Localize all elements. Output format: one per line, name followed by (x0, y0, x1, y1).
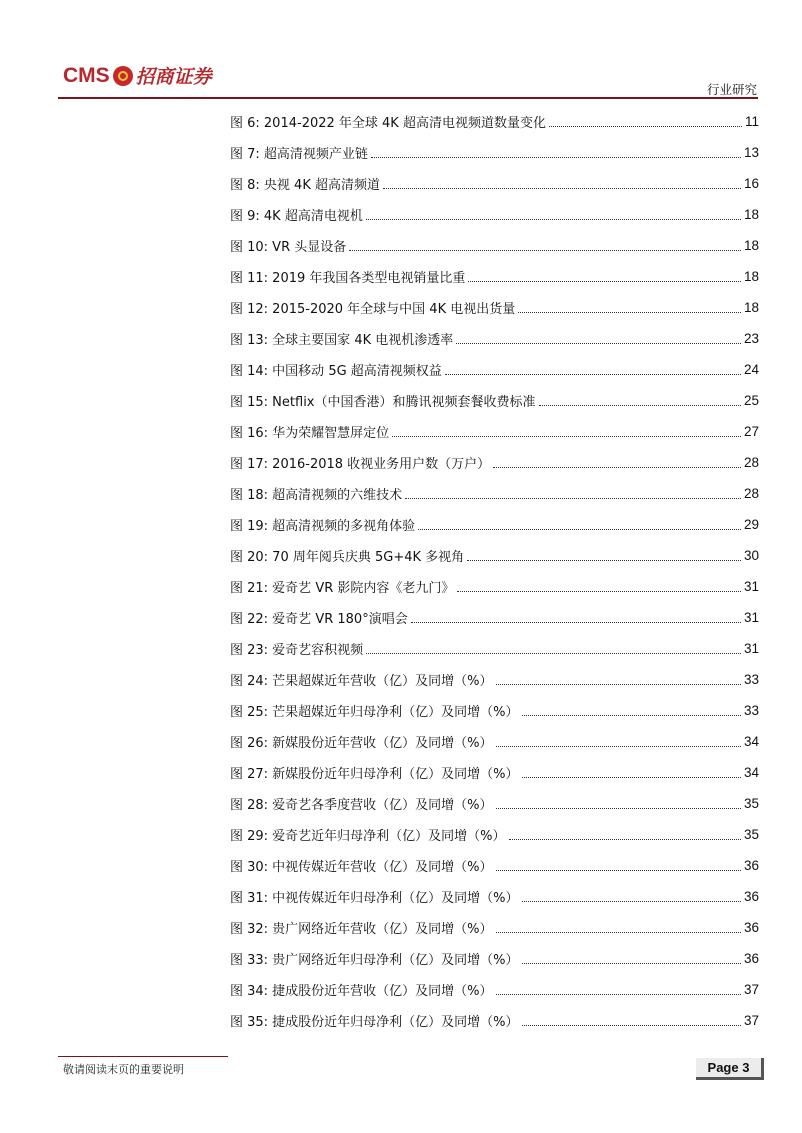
toc-entry-label: 图 30: 中视传媒近年营收（亿）及同增（%） (230, 860, 493, 875)
logo-cms-text: CMS (63, 63, 110, 87)
toc-entry[interactable] (230, 881, 759, 912)
toc-entry-label: 图 12: 2015-2020 年全球与中国 4K 电视出货量 (230, 302, 516, 317)
toc-entry-label: 图 33: 贵广网络近年归母净利（亿）及同增（%） (230, 953, 519, 968)
toc-entry[interactable] (230, 168, 759, 199)
toc-entry-label: 图 11: 2019 年我国各类型电视销量比重 (230, 271, 466, 286)
toc-entry-page-number: 34 (743, 734, 759, 749)
toc-entry-label: 图 32: 贵广网络近年营收（亿）及同增（%） (230, 922, 493, 937)
toc-entry-label: 图 23: 爱奇艺容积视频 (230, 643, 364, 658)
toc-entry[interactable] (230, 1005, 759, 1036)
toc-dot-leader (522, 1025, 741, 1026)
toc-dot-leader (371, 157, 741, 158)
toc-entry-label: 图 29: 爱奇艺近年归母净利（亿）及同增（%） (230, 829, 506, 844)
toc-dot-leader (405, 498, 741, 499)
toc-entry[interactable] (230, 695, 759, 726)
page-header (0, 0, 802, 100)
toc-entry-label: 图 19: 超高清视频的多视角体验 (230, 519, 416, 534)
toc-entry[interactable] (230, 447, 759, 478)
toc-dot-leader (392, 436, 741, 437)
toc-entry-page-number: 29 (743, 517, 759, 532)
toc-dot-leader (467, 560, 741, 561)
figure-table-of-contents (230, 106, 759, 1036)
toc-dot-leader (445, 374, 741, 375)
toc-dot-leader (539, 405, 741, 406)
toc-entry-label: 图 28: 爱奇艺各季度营收（亿）及同增（%） (230, 798, 493, 813)
toc-entry[interactable] (230, 137, 759, 168)
toc-entry[interactable] (230, 106, 759, 137)
toc-entry-page-number: 28 (743, 486, 759, 501)
logo-emblem-icon (113, 66, 133, 86)
toc-entry-label: 图 16: 华为荣耀智慧屏定位 (230, 426, 390, 441)
toc-entry-label: 图 6: 2014-2022 年全球 4K 超高清电视频道数量变化 (230, 116, 546, 131)
toc-entry-page-number: 18 (743, 238, 759, 253)
toc-entry-page-number: 36 (743, 951, 759, 966)
toc-entry-page-number: 27 (743, 424, 759, 439)
toc-dot-leader (522, 777, 741, 778)
header-divider (58, 97, 758, 99)
toc-entry-page-number: 18 (743, 207, 759, 222)
toc-entry[interactable] (230, 509, 759, 540)
toc-entry-label: 图 22: 爱奇艺 VR 180°演唱会 (230, 612, 408, 627)
toc-entry[interactable] (230, 602, 759, 633)
footer-divider (58, 1056, 228, 1057)
toc-entry[interactable] (230, 416, 759, 447)
toc-entry[interactable] (230, 633, 759, 664)
toc-entry-page-number: 37 (743, 1013, 759, 1028)
toc-entry-page-number: 37 (743, 982, 759, 997)
footer-disclaimer-note: 敬请阅读末页的重要说明 (63, 1063, 184, 1076)
toc-entry-label: 图 20: 70 周年阅兵庆典 5G+4K 多视角 (230, 550, 465, 565)
toc-entry[interactable] (230, 230, 759, 261)
toc-entry-page-number: 34 (743, 765, 759, 780)
toc-dot-leader (468, 281, 741, 282)
toc-entry-page-number: 24 (743, 362, 759, 377)
toc-entry[interactable] (230, 943, 759, 974)
toc-entry-label: 图 10: VR 头显设备 (230, 240, 347, 255)
toc-dot-leader (493, 467, 741, 468)
toc-entry-label: 图 26: 新媒股份近年营收（亿）及同增（%） (230, 736, 493, 751)
toc-dot-leader (522, 901, 741, 902)
toc-entry[interactable] (230, 819, 759, 850)
toc-dot-leader (457, 591, 741, 592)
toc-entry-label: 图 18: 超高清视频的六维技术 (230, 488, 403, 503)
toc-entry-page-number: 13 (743, 145, 759, 160)
toc-entry-page-number: 18 (743, 269, 759, 284)
toc-entry[interactable] (230, 850, 759, 881)
toc-entry[interactable] (230, 757, 759, 788)
toc-entry[interactable] (230, 478, 759, 509)
toc-dot-leader (518, 312, 741, 313)
toc-dot-leader (418, 529, 741, 530)
toc-entry[interactable] (230, 261, 759, 292)
toc-entry-label: 图 15: Netflix（中国香港）和腾讯视频套餐收费标准 (230, 395, 536, 410)
toc-entry-page-number: 25 (743, 393, 759, 408)
toc-entry-page-number: 33 (743, 703, 759, 718)
toc-dot-leader (496, 870, 741, 871)
toc-entry-page-number: 36 (743, 920, 759, 935)
toc-dot-leader (522, 963, 741, 964)
toc-entry-label: 图 14: 中国移动 5G 超高清视频权益 (230, 364, 442, 379)
toc-dot-leader (411, 622, 741, 623)
toc-entry-label: 图 21: 爱奇艺 VR 影院内容《老九门》 (230, 581, 455, 596)
toc-entry-label: 图 13: 全球主要国家 4K 电视机渗透率 (230, 333, 454, 348)
toc-entry-label: 图 27: 新媒股份近年归母净利（亿）及同增（%） (230, 767, 519, 782)
toc-entry-page-number: 36 (743, 889, 759, 904)
toc-entry-page-number: 31 (743, 641, 759, 656)
toc-dot-leader (366, 653, 741, 654)
toc-entry-label: 图 34: 捷成股份近年营收（亿）及同增（%） (230, 984, 493, 999)
toc-entry[interactable] (230, 974, 759, 1005)
toc-entry-page-number: 35 (743, 796, 759, 811)
toc-entry[interactable] (230, 571, 759, 602)
toc-entry[interactable] (230, 385, 759, 416)
toc-entry-page-number: 31 (743, 579, 759, 594)
logo-company-name: 招商证券 (135, 66, 212, 88)
toc-dot-leader (366, 219, 741, 220)
toc-entry-page-number: 11 (744, 114, 759, 129)
toc-entry-label: 图 17: 2016-2018 收视业务用户数（万户） (230, 457, 491, 472)
toc-dot-leader (496, 808, 741, 809)
toc-entry-label: 图 7: 超高清视频产业链 (230, 147, 368, 162)
toc-entry[interactable] (230, 664, 759, 695)
toc-entry-label: 图 9: 4K 超高清电视机 (230, 209, 363, 224)
toc-dot-leader (496, 932, 741, 933)
toc-entry-label: 图 31: 中视传媒近年归母净利（亿）及同增（%） (230, 891, 519, 906)
toc-entry[interactable] (230, 354, 759, 385)
toc-entry[interactable] (230, 788, 759, 819)
toc-entry[interactable] (230, 540, 759, 571)
cms-logo (63, 62, 212, 89)
toc-dot-leader (509, 839, 741, 840)
toc-entry-page-number: 30 (743, 548, 759, 563)
toc-entry-label: 图 24: 芒果超媒近年营收（亿）及同增（%） (230, 674, 493, 689)
toc-entry-page-number: 18 (743, 300, 759, 315)
toc-entry[interactable] (230, 199, 759, 230)
toc-entry-page-number: 35 (743, 827, 759, 842)
toc-entry-page-number: 36 (743, 858, 759, 873)
toc-entry[interactable] (230, 292, 759, 323)
toc-entry-label: 图 35: 捷成股份近年归母净利（亿）及同增（%） (230, 1015, 519, 1030)
toc-entry-page-number: 31 (743, 610, 759, 625)
toc-entry-label: 图 8: 央视 4K 超高清频道 (230, 178, 380, 193)
document-type: 行业研究 (706, 82, 757, 97)
toc-entry[interactable] (230, 912, 759, 943)
toc-entry[interactable] (230, 726, 759, 757)
toc-dot-leader (496, 746, 741, 747)
toc-entry-page-number: 16 (743, 176, 759, 191)
toc-dot-leader (383, 188, 741, 189)
toc-entry-page-number: 23 (743, 331, 759, 346)
toc-dot-leader (349, 250, 741, 251)
toc-dot-leader (549, 126, 742, 127)
toc-entry[interactable] (230, 323, 759, 354)
toc-dot-leader (456, 343, 741, 344)
toc-dot-leader (496, 994, 741, 995)
toc-entry-page-number: 33 (743, 672, 759, 687)
toc-dot-leader (522, 715, 741, 716)
page-number-badge: Page 3 (696, 1058, 764, 1080)
toc-entry-page-number: 28 (743, 455, 759, 470)
toc-entry-label: 图 25: 芒果超媒近年归母净利（亿）及同增（%） (230, 705, 519, 720)
toc-dot-leader (496, 684, 741, 685)
